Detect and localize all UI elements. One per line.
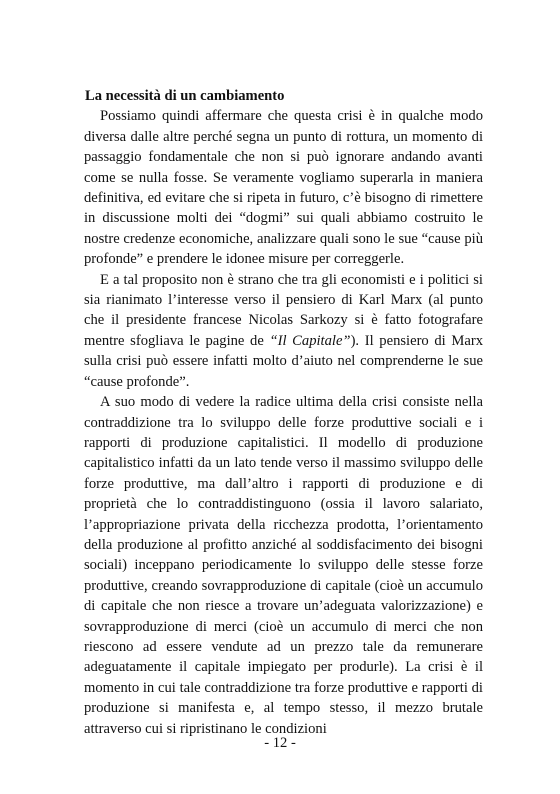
- paragraph-3: A suo modo di vedere la radice ultima della crisi consiste nella contraddizione tra lo sviluppo delle forze produttive sociali e i rapporti di produzione capitalistici. Il modello di produzione capitalistico infatti da un lato tende verso il massimo sviluppo delle forze produttive, ma dall’altro i rapporti di produzione e di proprietà che lo contraddistinguono (ossia il lavoro salariato, l’appropriazione privata della ricchezza prodotta, l’orientamento della produzione al profitto anziché al soddisfacimento dei bisogni sociali) inceppano periodicamente lo sviluppo delle stesse forze produttive, creando sovrapproduzione di capitale (cioè un accumulo di capitale che non riesce a trovare un’adeguata valorizzazione) e sovrapproduzione di merci (cioè un accumulo di merci che non riescono ad essere vendute ad un prezzo tale da remunerare adeguatamente il capitale impiegato per produrle). La crisi è il momento in cui tale contraddizione tra forze produttive e rapporti di produzione si manifesta e, al tempo stesso, il mezzo brutale attraverso cui si ripristinano le condizioni: [84, 394, 483, 737]
- paragraph-2: [84, 270, 483, 392]
- book-title-italic: “Il Capitale”: [269, 332, 351, 349]
- section-heading: La necessità di un cambiamento: [85, 88, 285, 104]
- paragraph-1: Possiamo quindi affermare che questa crisi è in qualche modo diversa dalle altre perché segna un punto di rottura, un momento di passaggio fondamentale che non si può ignorare andando avanti come se nulla fosse. Se veramente vogliamo superarla in maniera definitiva, ed evitare che si ripeta in futuro, c’è bisogno di rimettere in discussione molti dei “dogmi” sui quali abbiamo costruito le nostre credenze economiche, analizzare quali sono le sue “cause più profonde” e prendere le idonee misure per correggerle.: [84, 108, 483, 268]
- paragraph-2-text-before: E a tal proposito non è strano che tra gli economisti e i politici si sia rianimato l’interesse verso il pensiero di Karl Marx (al punto che il presidente francese Nicolas Sarkozy si è fatto fotografare mentre sfogliava le pagine de: [84, 271, 483, 349]
- page-number: - 12 -: [264, 735, 296, 751]
- page-body: [84, 86, 483, 739]
- paragraph-2-text-after: ). Il pensiero di Marx sulla crisi può essere infatti molto d’aiuto nel comprenderne le sue “cause profonde”.: [84, 332, 483, 390]
